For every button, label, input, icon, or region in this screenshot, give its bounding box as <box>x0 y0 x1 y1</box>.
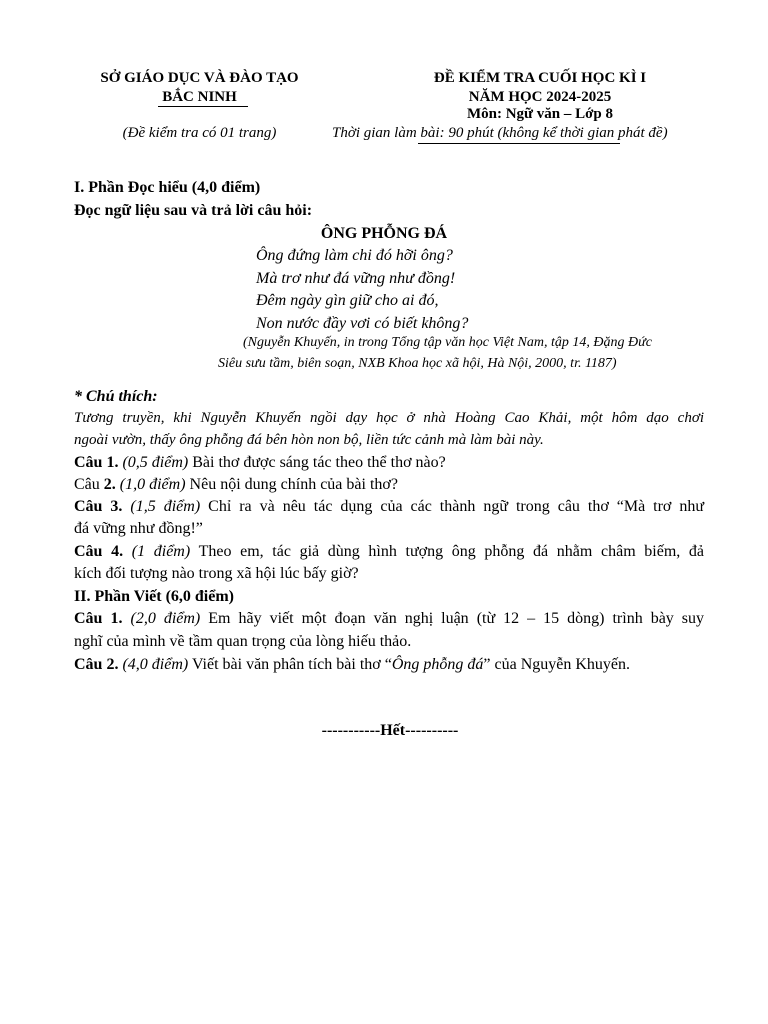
question-text: Theo em, tác giả dùng hình tượng ông phỗng đá nhằm châm biếm, đả <box>198 543 705 560</box>
question-score: (0,5 điểm) <box>122 454 189 471</box>
question-score: (2,0 điểm) <box>130 610 201 627</box>
question-text: Bài thơ được sáng tác theo thể thơ nào? <box>192 454 446 471</box>
header-page-count: (Đề kiểm tra có 01 trang) <box>122 125 277 141</box>
question-text: Em hãy viết một đoạn văn nghị luận (từ 12 – 15 dòng) trình bày suy <box>208 610 705 627</box>
question-1 <box>74 454 446 472</box>
poem-title: ÔNG PHỖNG ĐÁ <box>320 225 448 242</box>
question-4-cont: kích đối tượng nào trong xã hội lúc bấy giờ? <box>74 565 359 582</box>
question-label: Câu 3. <box>74 498 123 515</box>
writing-question-2 <box>74 656 630 674</box>
question-3 <box>74 498 704 516</box>
question-score: (1,0 điểm) <box>119 476 186 493</box>
header-exam-title: ĐỀ KIỂM TRA CUỐI HỌC KÌ I <box>433 70 647 86</box>
note-text: Tương truyền, khi Nguyễn Khuyến ngồi dạy học ở nhà Hoàng Cao Khải, một hôm dạo chơi <box>74 410 704 426</box>
header-duration: Thời gian làm bài: 90 phút (không kể thời gian phát đề) <box>332 125 668 141</box>
note-text-cont: ngoài vườn, thấy ông phỗng đá bên hòn non bộ, liền tức cảnh mà làm bài này. <box>74 432 544 448</box>
header-province-underline <box>158 106 248 107</box>
poem-source: (Nguyễn Khuyến, in trong Tổng tập văn học Việt Nam, tập 14, Đặng Đức <box>243 335 652 350</box>
section1-title: I. Phần Đọc hiểu (4,0 điểm) <box>74 179 261 196</box>
writing-question-1-cont: nghĩ của mình về tầm quan trọng của lòng hiếu thảo. <box>74 633 412 650</box>
note-title: * Chú thích: <box>74 388 158 405</box>
question-number: 2. <box>103 476 116 493</box>
header-department: SỞ GIÁO DỤC VÀ ĐÀO TẠO <box>100 70 299 86</box>
question-4 <box>74 543 704 561</box>
poem-source-cont: Siêu sưu tầm, biên soạn, NXB Khoa học xã hội, Hà Nội, 2000, tr. 1187) <box>218 356 617 371</box>
header-school-year: NĂM HỌC 2024-2025 <box>468 89 612 105</box>
section2-title: II. Phần Viết (6,0 điểm) <box>74 588 234 605</box>
header-duration-underline <box>418 143 620 144</box>
question-2 <box>74 476 398 494</box>
header-subject: Môn: Ngữ văn – Lớp 8 <box>466 106 614 122</box>
poem-line: Đêm ngày gìn giữ cho ai đó, <box>256 292 439 309</box>
question-label: Câu 4. <box>74 543 124 560</box>
question-3-cont: đá vững như đồng!” <box>74 520 203 537</box>
question-text: Viết bài văn phân tích bài thơ “ <box>191 656 392 673</box>
question-score: (1,5 điểm) <box>130 498 201 515</box>
question-label: Câu 1. <box>74 454 119 471</box>
header-province: BẮC NINH <box>162 89 237 105</box>
question-text-end: ” của Nguyễn Khuyến. <box>483 656 631 673</box>
poem-line: Mà trơ như đá vững như đồng! <box>256 270 456 287</box>
question-score: (1 điểm) <box>131 543 191 560</box>
question-text: Chỉ ra và nêu tác dụng của các thành ngữ trong câu thơ “Mà trơ như <box>208 498 705 515</box>
writing-question-1 <box>74 610 704 628</box>
poem-title-ref: Ông phỗng đá <box>391 656 484 673</box>
poem-line: Ông đứng làm chi đó hỡi ông? <box>256 247 453 264</box>
end-mark: -----------Hết---------- <box>321 722 459 739</box>
section1-instruction: Đọc ngữ liệu sau và trả lời câu hỏi: <box>74 202 313 219</box>
question-label: Câu 1. <box>74 610 123 627</box>
question-label: Câu <box>74 476 104 493</box>
question-label: Câu 2. <box>74 656 119 673</box>
poem-line: Non nước đầy vơi có biết không? <box>256 315 469 332</box>
question-score: (4,0 điểm) <box>122 656 189 673</box>
question-text: Nêu nội dung chính của bài thơ? <box>189 476 398 493</box>
